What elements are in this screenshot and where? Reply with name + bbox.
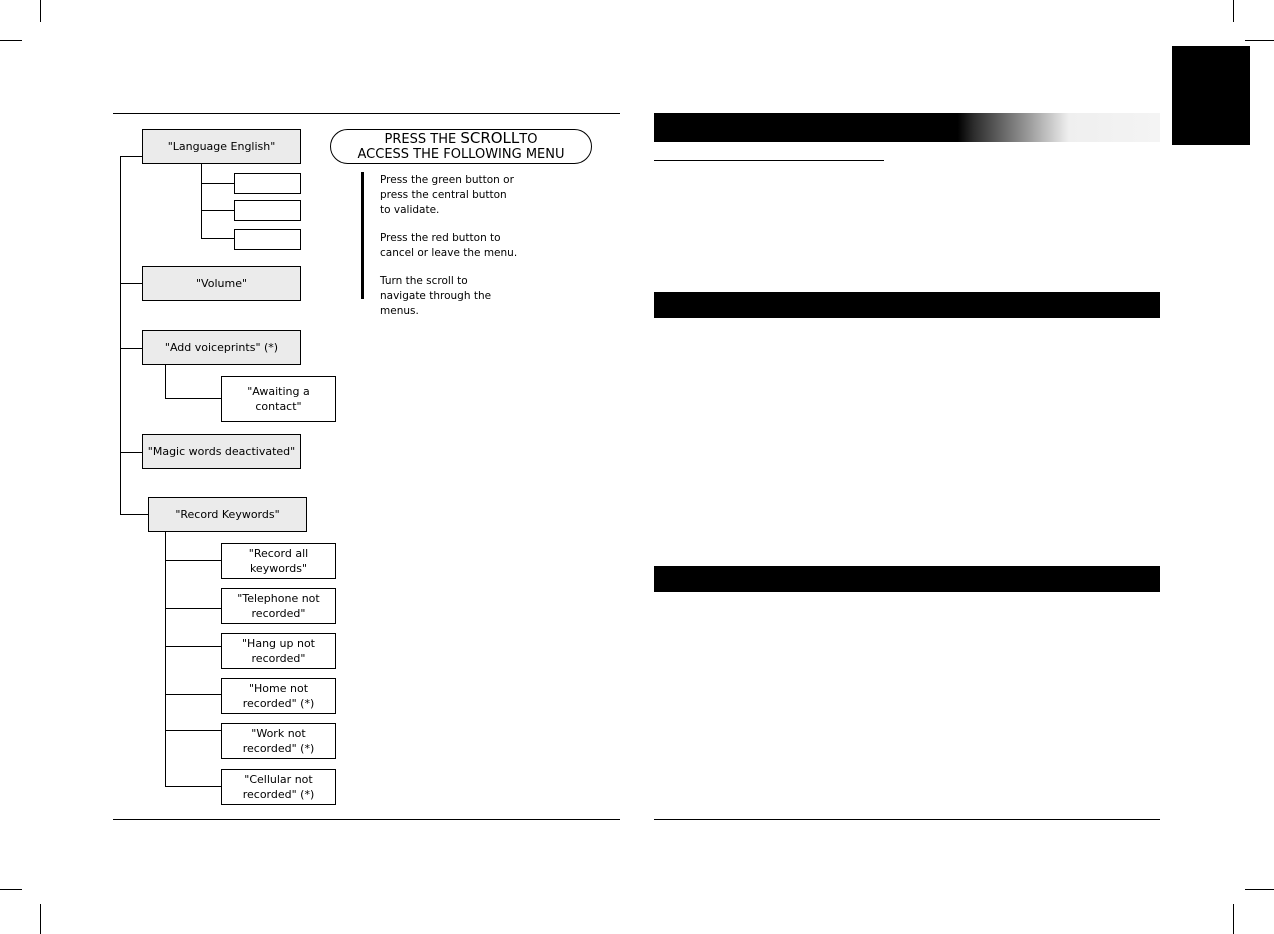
language-option[interactable] xyxy=(234,200,301,221)
instruction-navigate: Turn the scroll to navigate through the menus. xyxy=(380,275,492,317)
tree-branch xyxy=(120,514,148,515)
menu-volume-label: "Volume" xyxy=(195,277,248,290)
tree-branch xyxy=(201,238,234,239)
section-tab xyxy=(1172,46,1250,145)
menu-home-not-recorded[interactable] xyxy=(221,678,336,714)
tree-branch xyxy=(165,694,221,695)
tree-branch xyxy=(165,786,221,787)
menu-option-label: "Cellular not recorded" (*) xyxy=(242,773,315,801)
crop-mark xyxy=(40,904,41,934)
header-underline xyxy=(654,160,884,161)
bottom-rule-left xyxy=(113,819,620,820)
menu-add-voiceprints[interactable] xyxy=(142,330,301,365)
section-bar xyxy=(654,566,1160,592)
menu-language[interactable] xyxy=(142,129,301,164)
instruction-bar xyxy=(361,172,364,299)
language-option[interactable] xyxy=(234,229,301,250)
top-rule-left xyxy=(113,113,620,114)
crop-mark xyxy=(0,889,22,890)
header-gradient-bar xyxy=(654,113,1160,142)
menu-language-label: "Language English" xyxy=(167,140,276,153)
crop-mark xyxy=(1233,904,1234,934)
language-option[interactable] xyxy=(234,173,301,194)
menu-option-label: "Work not recorded" (*) xyxy=(242,727,315,755)
tree-branch xyxy=(165,730,221,731)
tree-branch xyxy=(165,398,221,399)
menu-awaiting-contact[interactable] xyxy=(221,376,336,422)
tree-branch xyxy=(165,608,221,609)
crop-mark xyxy=(1233,0,1234,22)
scroll-banner xyxy=(330,129,592,164)
tree-branch xyxy=(201,183,234,184)
crop-mark xyxy=(1245,40,1274,41)
tree-branch xyxy=(165,646,221,647)
crop-mark xyxy=(40,0,41,22)
crop-mark xyxy=(1245,889,1274,890)
menu-option-label: "Home not recorded" (*) xyxy=(242,682,315,710)
instruction-validate: Press the green button or press the central button to validate. xyxy=(380,174,514,216)
menu-option-label: "Telephone not recorded" xyxy=(237,592,320,620)
section-bar xyxy=(654,292,1160,318)
tree-branch xyxy=(120,348,142,349)
banner-keyword: SCROLL xyxy=(460,129,520,147)
menu-telephone-not-recorded[interactable] xyxy=(221,588,336,624)
tree-branch xyxy=(201,210,234,211)
menu-magic-words-label: "Magic words deactivated" xyxy=(147,445,296,458)
menu-cellular-not-recorded[interactable] xyxy=(221,769,336,805)
tree-branch xyxy=(165,560,221,561)
menu-hang-up-not-recorded[interactable] xyxy=(221,633,336,669)
tree-branch xyxy=(201,164,202,238)
menu-record-keywords[interactable] xyxy=(148,497,307,532)
tree-branch xyxy=(120,452,142,453)
crop-mark xyxy=(0,40,22,41)
scroll-banner-line2: ACCESS THE FOLLOWING MENU xyxy=(357,147,565,162)
bottom-rule-right xyxy=(654,819,1160,820)
banner-text: PRESS THE xyxy=(384,132,457,147)
menu-volume[interactable] xyxy=(142,266,301,301)
menu-record-all[interactable] xyxy=(221,543,336,579)
menu-awaiting-contact-label: "Awaiting a contact" xyxy=(247,385,310,413)
menu-magic-words[interactable] xyxy=(142,434,301,469)
tree-branch xyxy=(120,283,142,284)
tree-branch xyxy=(165,532,166,786)
tree-trunk xyxy=(120,156,121,515)
menu-work-not-recorded[interactable] xyxy=(221,723,336,759)
instruction-cancel: Press the red button to cancel or leave the menu. xyxy=(380,232,518,259)
scroll-banner-line1 xyxy=(385,131,538,147)
menu-option-label: "Record all keywords" xyxy=(248,547,309,575)
menu-add-voiceprints-label: "Add voiceprints" (*) xyxy=(164,341,279,354)
menu-option-label: "Hang up not recorded" xyxy=(242,637,315,665)
tree-branch xyxy=(165,365,166,399)
banner-text: TO xyxy=(519,132,538,147)
menu-record-keywords-label: "Record Keywords" xyxy=(175,508,280,521)
tree-branch xyxy=(120,156,142,157)
